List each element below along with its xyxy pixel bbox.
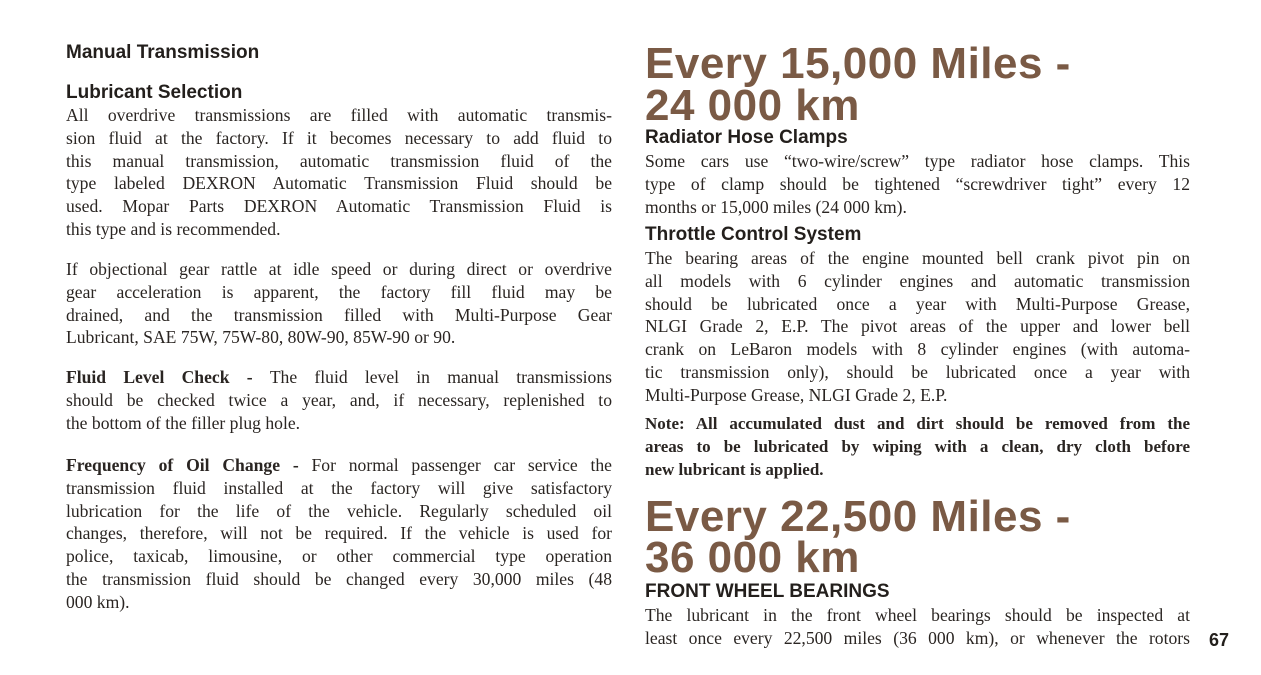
text-line: [66, 500, 612, 523]
throttle-heading: Throttle Control System: [645, 224, 862, 245]
line-text: crank on LeBaron models with 8 cylinder engines (with automa-: [645, 339, 1190, 360]
text-line: [645, 247, 1190, 270]
text-line: [66, 366, 612, 389]
text-line: [66, 258, 612, 281]
text-line: [66, 477, 612, 500]
paragraph-lead: Frequency of Oil Change -: [66, 455, 312, 475]
paragraph-lead: Note:: [645, 414, 696, 433]
paragraph-gear-rattle: [66, 258, 612, 349]
text-line: [66, 172, 612, 195]
text-line: [66, 218, 612, 241]
text-line: [645, 150, 1190, 173]
text-line: [645, 384, 1190, 407]
line-text: If objectional gear rattle at idle speed or during direct or overdrive: [66, 259, 612, 279]
paragraph-wheel-bearings: [645, 604, 1190, 650]
text-line: [66, 195, 612, 218]
text-line: [645, 270, 1190, 293]
line-text: All accumulated dust and dirt should be removed from the: [695, 414, 1190, 433]
text-line: [66, 389, 612, 412]
text-line: [66, 304, 612, 327]
interval-title-36000km: 36 000 km: [645, 533, 860, 582]
subheading: Lubricant Selection: [66, 82, 243, 103]
note-paragraph: [645, 413, 1190, 481]
line-text: all models with 6 cylinder engines and automatic transmission: [645, 270, 1190, 291]
text-line: [645, 459, 1190, 482]
text-line: [645, 315, 1190, 338]
text-line: [645, 293, 1190, 316]
line-text: should be checked twice a year, and, if necessary, replenished to: [66, 389, 612, 410]
line-text: lubrication for the life of the vehicle. Regularly scheduled oil: [66, 500, 612, 521]
line-text: this type and is recommended.: [66, 218, 281, 239]
interval-title-15000: Every 15,000 Miles -: [645, 39, 1071, 88]
line-text: new lubricant is applied.: [645, 459, 824, 479]
line-text: NLGI Grade 2, E.P. The pivot areas of the upper and lower bell: [645, 316, 1190, 337]
line-text: gear acceleration is apparent, the factory fill fluid may be: [66, 281, 612, 302]
line-text: sion fluid at the factory. If it becomes necessary to add fluid to: [66, 127, 612, 148]
line-text: the transmission fluid should be changed every 30,000 miles (48: [66, 568, 612, 589]
text-line: [66, 545, 612, 568]
paragraph-throttle: [645, 247, 1190, 407]
line-text: areas to be lubricated by wiping with a clean, dry cloth before: [645, 436, 1190, 456]
text-line: [645, 361, 1190, 384]
section-heading: Manual Transmission: [66, 42, 260, 63]
text-line: [645, 604, 1190, 627]
text-line: [645, 627, 1190, 650]
line-text: drained, and the transmission filled with Multi-Purpose Gear: [66, 304, 612, 325]
text-line: [645, 338, 1190, 361]
text-line: [645, 196, 1190, 219]
interval-title-24000km: 24 000 km: [645, 81, 860, 130]
line-text: the bottom of the filler plug hole.: [66, 412, 301, 433]
line-text: Multi-Purpose Grease, NLGI Grade 2, E.P.: [645, 384, 948, 405]
line-text: type of clamp should be tightened “screwdriver tight” every 12: [645, 173, 1190, 194]
text-line: [645, 436, 1190, 459]
radiator-heading: Radiator Hose Clamps: [645, 127, 848, 148]
line-text: changes, therefore, will not be required. If the vehicle is used for: [66, 523, 612, 544]
text-line: [66, 591, 612, 614]
text-line: [66, 522, 612, 545]
text-line: [66, 412, 612, 435]
line-text: police, taxicab, limousine, or other commercial type operation: [66, 546, 612, 567]
line-text: used. Mopar Parts DEXRON Automatic Transmission Fluid is: [66, 196, 612, 217]
text-line: [66, 326, 612, 349]
line-text: transmission fluid installed at the factory will give satisfactory: [66, 477, 612, 498]
line-text: The bearing areas of the engine mounted bell crank pivot pin on: [645, 248, 1190, 268]
text-line: [66, 150, 612, 173]
line-text: type labeled DEXRON Automatic Transmission Fluid should be: [66, 173, 612, 194]
page-number: 67: [1209, 630, 1230, 650]
paragraph-lead: Fluid Level Check -: [66, 367, 270, 387]
line-text: months or 15,000 miles (24 000 km).: [645, 196, 907, 217]
line-text: Some cars use “two-wire/screw” type radiator hose clamps. This: [645, 151, 1190, 171]
line-text: The lubricant in the front wheel bearings should be inspected at: [645, 605, 1190, 625]
line-text: this manual transmission, automatic transmission fluid of the: [66, 150, 612, 171]
text-line: [66, 568, 612, 591]
line-text: All overdrive transmissions are filled with automatic transmis-: [66, 105, 612, 125]
line-text: The fluid level in manual transmissions: [269, 367, 612, 387]
line-text: least once every 22,500 miles (36 000 km), or whenever the rotors: [645, 627, 1190, 648]
paragraph-radiator: [645, 150, 1190, 218]
text-line: [645, 173, 1190, 196]
line-text: tic transmission only), should be lubricated once a year with: [645, 361, 1190, 382]
line-text: 000 km).: [66, 591, 130, 612]
text-line: [66, 127, 612, 150]
paragraph-oil-change: [66, 454, 612, 614]
text-line: [66, 454, 612, 477]
line-text: should be lubricated once a year with Multi-Purpose Grease,: [645, 293, 1190, 314]
text-line: [66, 281, 612, 304]
text-line: [66, 104, 612, 127]
line-text: Lubricant, SAE 75W, 75W-80, 80W-90, 85W-90 or 90.: [66, 327, 456, 348]
wheel-bearings-heading: FRONT WHEEL BEARINGS: [645, 581, 890, 602]
paragraph-fluid-level-check: [66, 366, 612, 434]
text-line: [645, 413, 1190, 436]
paragraph-lubricant-selection: [66, 104, 612, 241]
interval-title-22500: Every 22,500 Miles -: [645, 492, 1071, 541]
line-text: For normal passenger car service the: [311, 455, 612, 475]
